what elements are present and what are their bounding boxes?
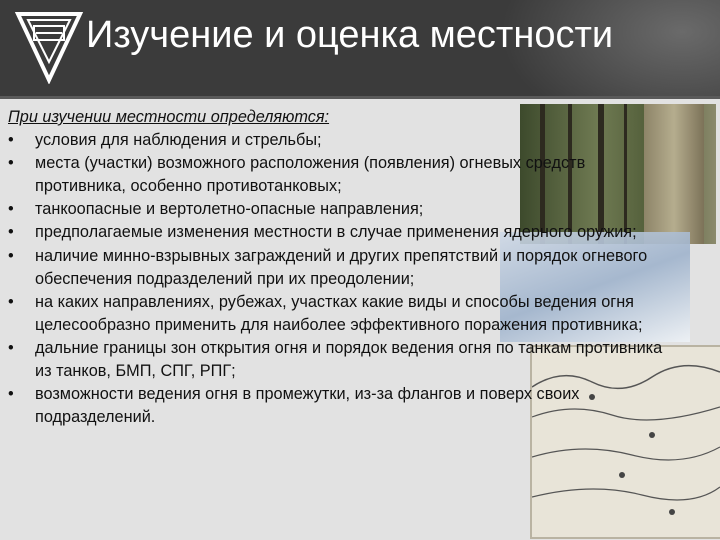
list-item: • места (участки) возможного расположения (появления) огневых средств противника, особенно противотанковых; bbox=[8, 154, 586, 196]
bullet-icon: • bbox=[8, 338, 14, 357]
list-item: • условия для наблюдения и стрельбы; bbox=[8, 129, 668, 152]
bullet-icon: • bbox=[8, 154, 14, 173]
bullet-icon: • bbox=[8, 131, 14, 150]
emblem-icon bbox=[14, 10, 84, 84]
bullet-icon: • bbox=[8, 223, 14, 242]
list-item: • на каких направлениях, рубежах, участках какие виды и способы ведения огня целесообразно применить для наиболее эффективного поражения противника; bbox=[8, 292, 643, 334]
bullet-icon: • bbox=[8, 246, 14, 265]
list-item: • танкоопасные и вертолетно-опасные направления; bbox=[8, 198, 668, 221]
list-item: • возможности ведения огня в промежутки, из-за флангов и поверх своих подразделений. bbox=[8, 385, 580, 427]
bullet-list bbox=[8, 129, 668, 429]
header-bar bbox=[0, 0, 720, 99]
list-item: • дальние границы зон открытия огня и порядок ведения огня по танкам противника из танков, БМП, СПГ, РПГ; bbox=[8, 338, 663, 381]
bullet-icon: • bbox=[8, 292, 14, 311]
bullet-icon: • bbox=[8, 385, 14, 404]
list-item: • предполагаемые изменения местности в случае применения ядерного оружия; bbox=[8, 221, 668, 244]
page-title: Изучение и оценка местности bbox=[86, 14, 614, 56]
list-item: • наличие минно-взрывных заграждений и других препятствий и порядок огневого обеспечения подразделений при их преодолении; bbox=[8, 246, 648, 288]
text-content bbox=[8, 106, 668, 429]
intro-text: При изучении местности определяются: bbox=[8, 108, 330, 126]
bullet-icon: • bbox=[8, 200, 14, 219]
